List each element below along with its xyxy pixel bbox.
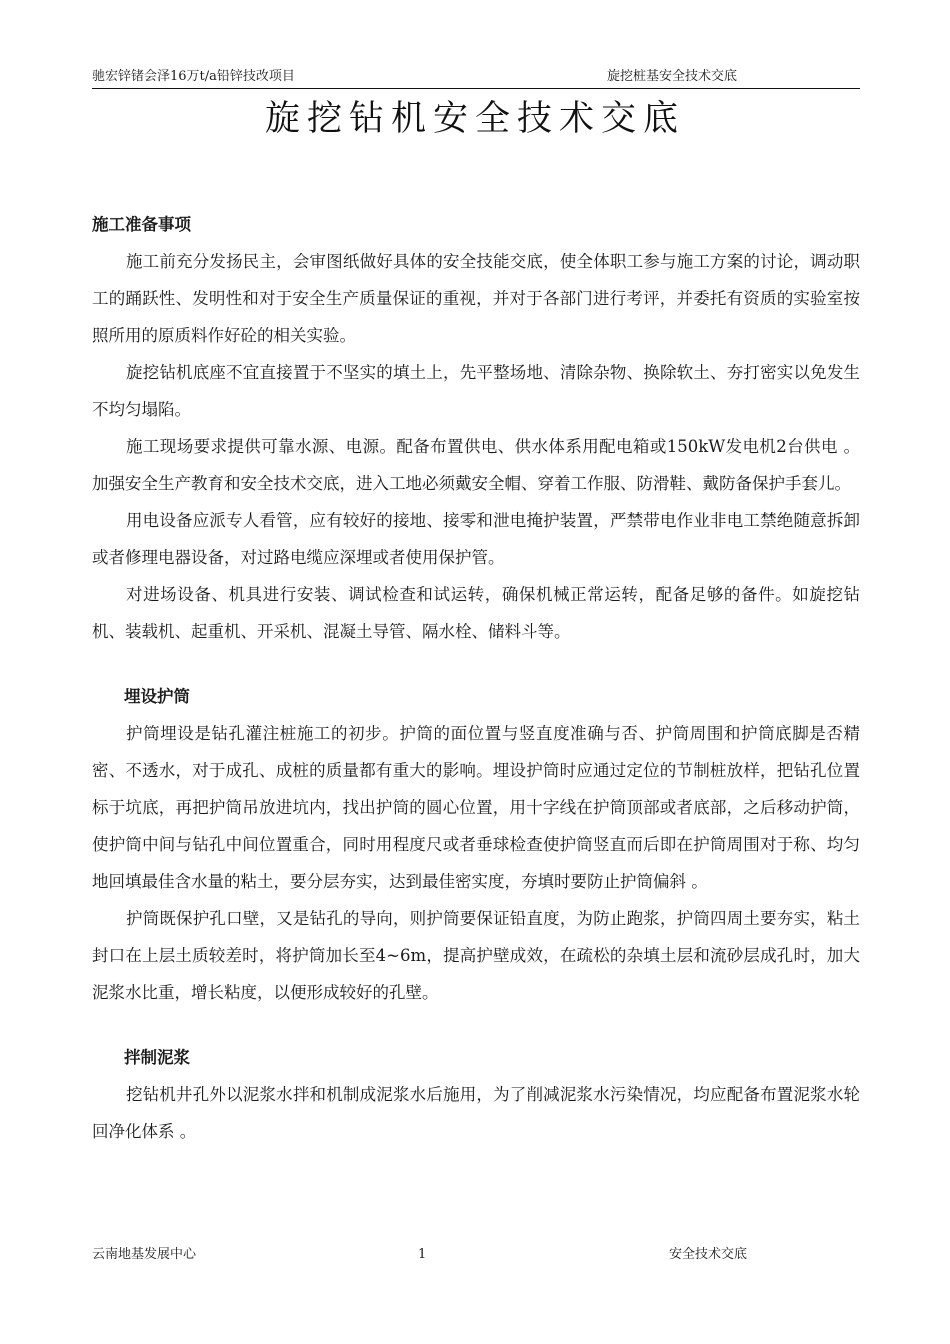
section-heading: 施工准备事项 <box>92 215 191 234</box>
paragraph: 对进场设备、机具进行安装、调试检查和试运转，确保机械正常运转，配备足够的备件。如旋挖钻机、装载机、起重机、开采机、混凝土导管、隔水栓、储料斗等。 <box>92 585 860 641</box>
paragraph: 旋挖钻机底座不宜直接置于不坚实的填土上，先平整场地、清除杂物、换除软土、夯打密实以免发生不均匀塌陷。 <box>92 363 860 419</box>
section-casing <box>92 678 860 1011</box>
paragraph: 护筒埋设是钻孔灌注桩施工的初步。护筒的面位置与竖直度准确与否、护筒周围和护筒底脚是否精密、不透水，对于成孔、成桩的质量都有重大的影响。埋设护筒时应通过定位的节制桩放样，把钻孔位置标于坑底，再把护筒吊放进坑内，找出护筒的圆心位置，用十字线在护筒顶部或者底部，之后移动护筒，使护筒中间与钻孔中间位置重合，同时用程度尺或者垂球检查使护筒竖直而后即在护筒周围对于称、均匀地回填最佳含水量的粘土，要分层夯实，达到最佳密实度，夯填时要防止护筒偏斜 。 <box>92 724 860 891</box>
document-title: 旋挖钻机安全技术交底 <box>264 99 685 139</box>
paragraph: 用电设备应派专人看管，应有较好的接地、接零和泄电掩护装置，严禁带电作业非电工禁绝随意拆卸或者修理电器设备，对过路电缆应深埋或者使用保护管。 <box>92 511 860 567</box>
document-body <box>92 206 860 1150</box>
paragraph: 护筒既保护孔口壁，又是钻孔的导向，则护筒要保证铅直度，为防止跑浆，护筒四周土要夯实，粘土封口在上层土质较差时，将护筒加长至4~6m，提高护壁成效，在疏松的杂填土层和流砂层成孔时，加大泥浆水比重，增长粘度，以便形成较好的孔壁。 <box>92 909 860 1002</box>
header-project-name: 驰宏锌锗会泽16万t/a铅锌技改项目 <box>92 69 295 84</box>
paragraph: 施工前充分发扬民主，会审图纸做好具体的安全技能交底，使全体职工参与施工方案的讨论，调动职工的踊跃性、发明性和对于安全生产质量保证的重视，并对于各部门进行考评，并委托有资质的实验室按照所用的原质料作好砼的相关实验。 <box>92 252 860 345</box>
section-heading: 拌制泥浆 <box>124 1048 190 1067</box>
section-preparation <box>92 206 860 650</box>
page-number: 1 <box>418 1247 427 1262</box>
paragraph: 施工现场要求提供可靠水源、电源。配备布置供电、供水体系用配电箱或150kW发电机2台供电 。加强安全生产教育和安全技术交底，进入工地必须戴安全帽、穿着工作服、防滑鞋、戴防备保护手套儿。 <box>92 437 860 493</box>
section-heading: 埋设护筒 <box>124 687 190 706</box>
header-document-name: 旋挖桩基安全技术交底 <box>607 69 738 84</box>
page-header <box>92 66 860 89</box>
section-mud <box>92 1039 860 1150</box>
footer-organization: 云南地基发展中心 <box>92 1247 197 1262</box>
paragraph: 挖钻机井孔外以泥浆水拌和机制成泥浆水后施用，为了削减泥浆水污染情况，均应配备布置泥浆水轮回净化体系 。 <box>92 1085 860 1141</box>
footer-document-type: 安全技术交底 <box>669 1247 748 1262</box>
